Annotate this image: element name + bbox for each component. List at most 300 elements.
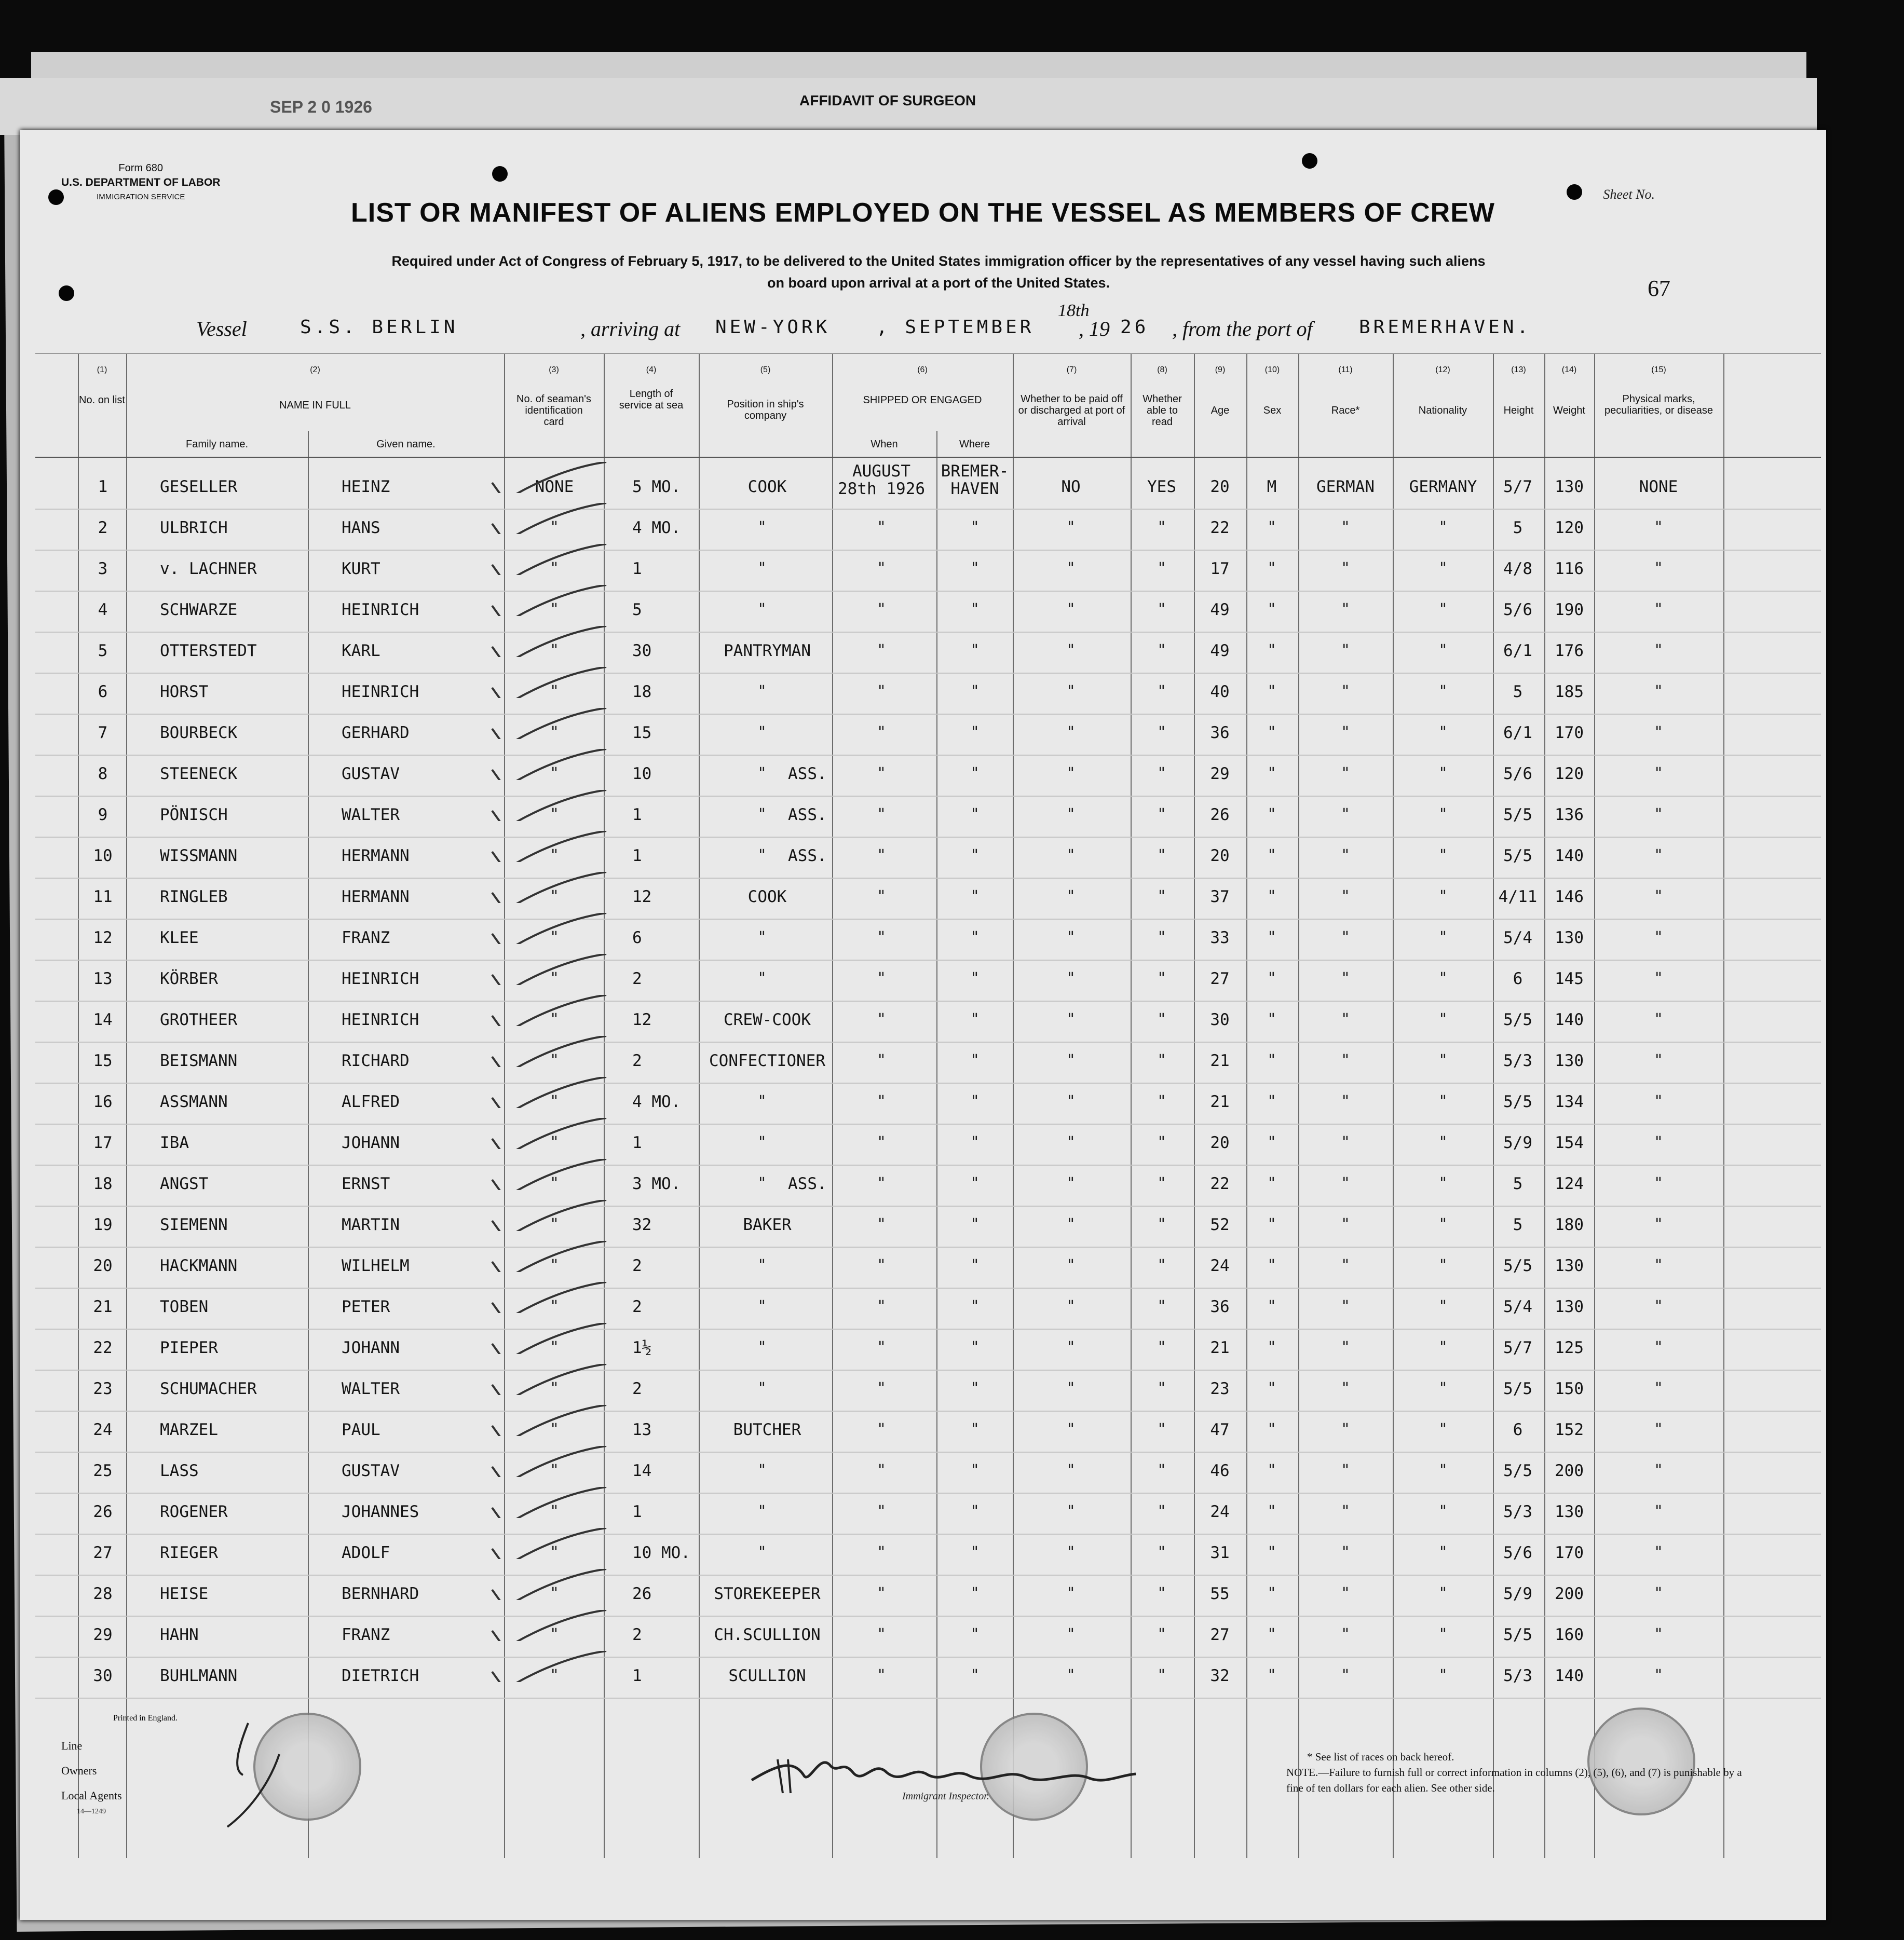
height: 5/3 (1503, 1051, 1532, 1070)
ditto-mark: " (1655, 518, 1662, 537)
weight: 130 (1555, 1256, 1584, 1275)
header-length-service: Length of service at sea (619, 388, 684, 411)
ditto-mark: " (1439, 1051, 1447, 1070)
footer-labels (61, 1718, 122, 1815)
ditto-mark: " (1439, 1092, 1447, 1111)
ditto-mark: " (1342, 846, 1349, 865)
ditto-mark: " (1268, 559, 1275, 578)
weight: 125 (1555, 1338, 1584, 1357)
length-of-service: 1 (632, 846, 642, 865)
vessel-name: S.S. BERLIN (300, 317, 458, 338)
ditto-mark: " (1439, 1379, 1447, 1398)
ditto-mark: " (1439, 928, 1447, 947)
ditto-mark: " (1158, 1666, 1165, 1685)
given-name: MARTIN (342, 1215, 400, 1234)
height: 5/9 (1503, 1133, 1532, 1152)
ditto-mark: " (1158, 1092, 1165, 1111)
ditto-mark: " (551, 641, 558, 660)
check-mark (482, 1364, 617, 1395)
length-of-service: 30 (632, 641, 652, 660)
row-number: 29 (93, 1625, 113, 1644)
given-name: WALTER (342, 1379, 400, 1398)
length-of-service: 2 (632, 1256, 642, 1275)
ditto-mark: " (551, 559, 558, 578)
row-number: 10 (93, 846, 113, 865)
ditto-mark: " (551, 1543, 558, 1562)
row-number: 17 (93, 1133, 113, 1152)
check-mark (482, 1077, 617, 1108)
ditto-mark: " (1268, 1174, 1275, 1193)
from-label: , from the port of (1172, 317, 1313, 340)
column-number: (10) (1264, 365, 1280, 374)
ditto-mark: " (878, 1133, 885, 1152)
header-paid-off: Whether to be paid off or discharged at port of arrival (1018, 393, 1125, 428)
row-number: 12 (93, 928, 113, 947)
vessel-line (196, 301, 1650, 348)
length-of-service: 1 (632, 805, 642, 824)
weight: 200 (1555, 1461, 1584, 1480)
weight: 170 (1555, 723, 1584, 742)
ditto-mark: " (1268, 1092, 1275, 1111)
manifest-sheet (20, 130, 1826, 1920)
ditto-mark: " (551, 1174, 558, 1193)
ditto-mark: " (1342, 1297, 1349, 1316)
length-of-service: 2 (632, 1625, 642, 1644)
length-of-service: 4 MO. (632, 1092, 681, 1111)
weight: 120 (1555, 518, 1584, 537)
inspector-label: Immigrant Inspector. (902, 1791, 989, 1802)
row-number: 15 (93, 1051, 113, 1070)
row-number: 28 (93, 1584, 113, 1603)
family-name: ASSMANN (160, 1092, 228, 1111)
given-name: DIETRICH (342, 1666, 419, 1685)
ditto-mark: " (971, 1338, 978, 1357)
header-id-card: No. of seaman's identification card (516, 393, 591, 428)
height: 5/5 (1503, 1461, 1532, 1480)
ditto-mark: " (1655, 805, 1662, 824)
family-name: WISSMANN (160, 846, 238, 865)
ditto-mark: " (1067, 559, 1075, 578)
header-when: When (871, 439, 898, 450)
position-note: ASS. (788, 846, 827, 865)
row-number: 27 (93, 1543, 113, 1562)
ditto-mark: " (1067, 1256, 1075, 1275)
ditto-mark: " (1655, 1010, 1662, 1029)
ditto-mark: " (1158, 682, 1165, 701)
ditto-mark: " (971, 805, 978, 824)
header-given-name: Given name. (376, 439, 436, 450)
family-name: SCHUMACHER (160, 1379, 257, 1398)
sex: M (1267, 477, 1277, 496)
ditto-mark: " (551, 723, 558, 742)
departure-port: BREMERHAVEN. (1359, 317, 1532, 338)
length-of-service: 2 (632, 969, 642, 988)
row-number: 8 (98, 764, 108, 783)
ditto-mark: " (551, 1010, 558, 1029)
ditto-mark: " (878, 723, 885, 742)
age: 33 (1210, 928, 1230, 947)
family-name: STEENECK (160, 764, 238, 783)
nationality: GERMANY (1409, 477, 1477, 496)
ditto-mark: " (1342, 1420, 1349, 1439)
arrival-year: 26 (1120, 317, 1149, 338)
ditto-mark: " (1067, 1338, 1075, 1357)
height: 5/3 (1503, 1666, 1532, 1685)
height: 6/1 (1503, 641, 1532, 660)
ditto-mark: " (971, 1133, 978, 1152)
column-number: (5) (760, 365, 771, 374)
age: 36 (1210, 1297, 1230, 1316)
ditto-mark: " (1268, 928, 1275, 947)
footer-note (1286, 1749, 1753, 1796)
height: 5/3 (1503, 1502, 1532, 1521)
ditto-mark: " (1158, 1051, 1165, 1070)
subtitle-line: on board upon arrival at a port of the United States. (767, 275, 1110, 291)
column-number: (15) (1651, 365, 1666, 374)
length-of-service: 5 (632, 600, 642, 619)
ditto-mark: " (1158, 1174, 1165, 1193)
row-number: 20 (93, 1256, 113, 1275)
ditto-mark: " (971, 969, 978, 988)
row-number: 30 (93, 1666, 113, 1685)
row-number: 25 (93, 1461, 113, 1480)
length-of-service: 1 (632, 1666, 642, 1685)
ditto-mark: " (971, 559, 978, 578)
ditto-mark: " (878, 641, 885, 660)
family-name: PIEPER (160, 1338, 218, 1357)
weight: 140 (1555, 1010, 1584, 1029)
ditto-mark: " (758, 723, 766, 742)
ditto-mark: " (1342, 969, 1349, 988)
age: 30 (1210, 1010, 1230, 1029)
ditto-mark: " (1439, 1297, 1447, 1316)
column-number: (11) (1338, 365, 1353, 374)
ditto-mark: " (1268, 1420, 1275, 1439)
ditto-mark: " (1655, 641, 1662, 660)
ditto-mark: " (1158, 1420, 1165, 1439)
sheet-number-label: Sheet No. (1603, 187, 1655, 202)
ship-position: BAKER (743, 1215, 792, 1234)
row-number: 21 (93, 1297, 113, 1316)
weight: 130 (1555, 928, 1584, 947)
row-number: 4 (98, 600, 108, 619)
ditto-mark: " (1655, 1461, 1662, 1480)
age: 37 (1210, 887, 1230, 906)
given-name: HANS (342, 518, 380, 537)
ditto-mark: " (1158, 969, 1165, 988)
ditto-mark: " (1268, 1584, 1275, 1603)
weight: 134 (1555, 1092, 1584, 1111)
check-mark (482, 1487, 617, 1518)
ditto-mark: " (758, 518, 766, 537)
age: 36 (1210, 723, 1230, 742)
check-mark (482, 954, 617, 985)
year-prefix: , 19 (1079, 317, 1110, 340)
ditto-mark: " (1067, 846, 1075, 865)
ditto-mark: " (1067, 1666, 1075, 1685)
given-name: WILHELM (342, 1256, 410, 1275)
ditto-mark: " (1439, 518, 1447, 537)
ditto-mark: " (1268, 641, 1275, 660)
weight: 180 (1555, 1215, 1584, 1234)
ditto-mark: " (758, 969, 766, 988)
height: 5/5 (1503, 1379, 1532, 1398)
ditto-mark: " (1067, 764, 1075, 783)
ditto-mark: " (758, 1502, 766, 1521)
shipped-where: HAVEN (950, 480, 999, 498)
check-mark (482, 585, 617, 616)
check-mark (482, 872, 617, 903)
height: 4/8 (1503, 559, 1532, 578)
ditto-mark: " (1655, 846, 1662, 865)
affidavit-heading: AFFIDAVIT OF SURGEON (799, 92, 976, 108)
weight: 124 (1555, 1174, 1584, 1193)
ditto-mark: " (971, 1051, 978, 1070)
ditto-mark: " (1439, 764, 1447, 783)
ditto-mark: " (1268, 1543, 1275, 1562)
ditto-mark: " (1655, 764, 1662, 783)
length-of-service: 1½ (632, 1338, 652, 1357)
ditto-mark: " (1158, 559, 1165, 578)
weight: 120 (1555, 764, 1584, 783)
age: 20 (1210, 1133, 1230, 1152)
length-of-service: 13 (632, 1420, 652, 1439)
given-name: KURT (342, 559, 380, 578)
height: 5/6 (1503, 1543, 1532, 1562)
check-mark (482, 790, 617, 821)
ditto-mark: " (1067, 641, 1075, 660)
ditto-mark: " (551, 1297, 558, 1316)
ditto-mark: " (1655, 1338, 1662, 1357)
family-name: MARZEL (160, 1420, 218, 1439)
length-of-service: 5 MO. (632, 477, 681, 496)
age: 20 (1210, 477, 1230, 496)
ditto-mark: " (1655, 1133, 1662, 1152)
ditto-mark: " (971, 723, 978, 742)
able-to-read: YES (1147, 477, 1176, 496)
ditto-mark: " (1158, 1010, 1165, 1029)
ditto-mark: " (971, 518, 978, 537)
ditto-mark: " (1655, 1584, 1662, 1603)
page-number: 67 (1648, 276, 1670, 301)
ditto-mark: " (1439, 641, 1447, 660)
ditto-mark: " (1439, 1543, 1447, 1562)
check-mark (482, 1446, 617, 1477)
ditto-mark: " (1268, 1297, 1275, 1316)
position-note: ASS. (788, 805, 827, 824)
given-name: GUSTAV (342, 1461, 400, 1480)
family-name: TOBEN (160, 1297, 209, 1316)
ditto-mark: " (1268, 1666, 1275, 1685)
row-number: 6 (98, 682, 108, 701)
check-mark (482, 1528, 617, 1559)
ditto-mark: " (878, 682, 885, 701)
ditto-mark: " (878, 805, 885, 824)
row-number: 16 (93, 1092, 113, 1111)
ditto-mark: " (551, 1338, 558, 1357)
height: 5/6 (1503, 600, 1532, 619)
physical-marks: NONE (1639, 477, 1678, 496)
ditto-mark: " (1342, 600, 1349, 619)
length-of-service: 1 (632, 1502, 642, 1521)
family-name: ANGST (160, 1174, 209, 1193)
ditto-mark: " (758, 805, 766, 824)
ditto-mark: " (1342, 682, 1349, 701)
ditto-mark: " (551, 1461, 558, 1480)
ditto-mark: " (878, 928, 885, 947)
height: 5/6 (1503, 764, 1532, 783)
ditto-mark: " (1067, 1092, 1075, 1111)
ditto-mark: " (1342, 1215, 1349, 1234)
ditto-mark: " (1158, 1133, 1165, 1152)
ditto-mark: " (1655, 1256, 1662, 1275)
arrival-day: 18th (1058, 301, 1090, 320)
check-mark (482, 913, 617, 944)
height: 5 (1513, 1215, 1523, 1234)
ditto-mark: " (1067, 1584, 1075, 1603)
ditto-mark: " (1158, 1297, 1165, 1316)
ditto-mark: " (878, 1338, 885, 1357)
ditto-mark: " (1268, 1010, 1275, 1029)
ditto-mark: " (1067, 887, 1075, 906)
check-mark (482, 1118, 617, 1149)
ditto-mark: " (1342, 641, 1349, 660)
height: 5/5 (1503, 1092, 1532, 1111)
ditto-mark: " (1439, 1420, 1447, 1439)
age: 21 (1210, 1092, 1230, 1111)
ditto-mark: " (971, 1420, 978, 1439)
ditto-mark: " (1067, 682, 1075, 701)
length-of-service: 26 (632, 1584, 652, 1603)
ditto-mark: " (1067, 1297, 1075, 1316)
ditto-mark: " (878, 1420, 885, 1439)
age: 22 (1210, 1174, 1230, 1193)
height: 6 (1513, 969, 1523, 988)
handwritten-mark (217, 1718, 300, 1832)
row-number: 23 (93, 1379, 113, 1398)
weight: 150 (1555, 1379, 1584, 1398)
weight: 130 (1555, 1502, 1584, 1521)
document-title: LIST OR MANIFEST OF ALIENS EMPLOYED ON THE VESSEL AS MEMBERS OF CREW (351, 198, 1495, 228)
ditto-mark: " (1439, 1010, 1447, 1029)
ship-position: CH.SCULLION (714, 1625, 821, 1644)
ditto-mark: " (551, 682, 558, 701)
age: 31 (1210, 1543, 1230, 1562)
ditto-mark: " (971, 887, 978, 906)
ditto-mark: " (1655, 1297, 1662, 1316)
given-name: ERNST (342, 1174, 390, 1193)
ditto-mark: " (551, 1625, 558, 1644)
ditto-mark: " (1158, 1256, 1165, 1275)
ditto-mark: " (1655, 723, 1662, 742)
ditto-mark: " (1342, 1133, 1349, 1152)
ditto-mark: " (1439, 887, 1447, 906)
ditto-mark: " (1342, 764, 1349, 783)
height: 5/9 (1503, 1584, 1532, 1603)
height: 4/11 (1498, 887, 1538, 906)
family-name: HEISE (160, 1584, 209, 1603)
family-name: KLEE (160, 928, 199, 947)
ditto-mark: " (1439, 1215, 1447, 1234)
ditto-mark: " (758, 846, 766, 865)
length-of-service: 10 (632, 764, 652, 783)
weight: 176 (1555, 641, 1584, 660)
footer-line-label: Line (61, 1739, 83, 1752)
ditto-mark: " (1268, 846, 1275, 865)
column-number: (6) (917, 365, 928, 374)
footer-agents-label: Local Agents (61, 1789, 122, 1802)
check-mark (482, 1036, 617, 1067)
family-name: HAHN (160, 1625, 199, 1644)
check-mark (482, 995, 617, 1026)
ditto-mark: " (1439, 1502, 1447, 1521)
ditto-mark: " (1067, 928, 1075, 947)
ditto-mark: " (1158, 1215, 1165, 1234)
check-mark (482, 1159, 617, 1190)
given-name: HEINRICH (342, 969, 419, 988)
ditto-mark: " (1655, 1625, 1662, 1644)
ship-position: CREW-COOK (724, 1010, 811, 1029)
length-of-service: 1 (632, 1133, 642, 1152)
given-name: GUSTAV (342, 764, 400, 783)
ditto-mark: " (971, 1256, 978, 1275)
header-where: Where (959, 439, 990, 450)
ditto-mark: " (1268, 682, 1275, 701)
ditto-mark: " (1067, 1051, 1075, 1070)
ditto-mark: " (971, 846, 978, 865)
row-number: 7 (98, 723, 108, 742)
ditto-mark: " (878, 1625, 885, 1644)
check-mark (482, 1282, 617, 1313)
family-name: LASS (160, 1461, 199, 1480)
ditto-mark: " (1655, 1215, 1662, 1234)
height: 5 (1513, 1174, 1523, 1193)
ditto-mark: " (1268, 1625, 1275, 1644)
family-name: BOURBECK (160, 723, 238, 742)
row-number: 13 (93, 969, 113, 988)
ship-position: PANTRYMAN (724, 641, 811, 660)
ditto-mark: " (1655, 1666, 1662, 1685)
ditto-mark: " (551, 1420, 558, 1439)
header-age: Age (1211, 405, 1230, 416)
age: 17 (1210, 559, 1230, 578)
races-note: * See list of races on back hereof. (1307, 1751, 1454, 1763)
ditto-mark: " (1342, 723, 1349, 742)
ditto-mark: " (551, 764, 558, 783)
ditto-mark: " (1655, 1502, 1662, 1521)
given-name: ALFRED (342, 1092, 400, 1111)
age: 27 (1210, 1625, 1230, 1644)
ditto-mark: " (551, 1666, 558, 1685)
ditto-mark: " (551, 887, 558, 906)
ditto-mark: " (1158, 1584, 1165, 1603)
ditto-mark: " (1067, 1625, 1075, 1644)
ditto-mark: " (1158, 764, 1165, 783)
ditto-mark: " (1067, 1379, 1075, 1398)
ditto-mark: " (551, 805, 558, 824)
weight: 200 (1555, 1584, 1584, 1603)
ditto-mark: " (758, 1297, 766, 1316)
position-note: ASS. (788, 764, 827, 783)
ditto-mark: " (1268, 1502, 1275, 1521)
length-of-service: 12 (632, 887, 652, 906)
weight: 146 (1555, 887, 1584, 906)
ditto-mark: " (1268, 1133, 1275, 1152)
ditto-mark: " (1439, 1584, 1447, 1603)
age: 29 (1210, 764, 1230, 783)
age: 23 (1210, 1379, 1230, 1398)
family-name: OTTERSTEDT (160, 641, 257, 660)
